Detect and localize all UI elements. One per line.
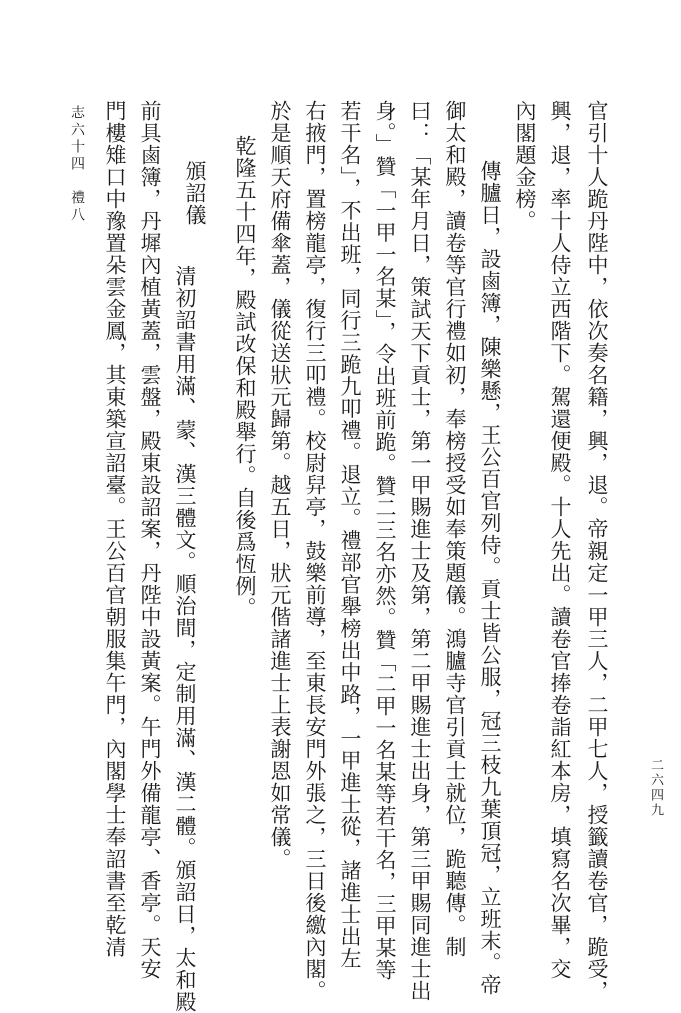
text-column: 門樓雉口中豫置朵雲金鳳，其東築宣詔臺。王公百官朝服集午門，內閣學士奉詔書至乾清 [103,100,127,958]
text-column: 前具鹵簿，丹墀內植黃蓋，雲盤，殿東設詔案，丹陛中設黃案。午門外備龍亭、香亭。天安 [138,100,162,980]
page-number: 二六四九 [648,758,663,818]
text-column: 御太和殿，讀卷等官行禮如初，奉榜授受如奉策題儀。鴻臚寺官引貢士就位，跪聽傳。制 [443,100,467,958]
text-column: 於是順天府備傘蓋，儀從送狀元歸第。越五日，狀元偕諸進士上表謝恩如常儀。 [268,100,292,870]
text-column: 興，退，率十人侍立西階下。駕還便殿。十人先出。讀卷官捧卷詣紅本房，填寫名次畢，交 [548,100,572,980]
running-head: 志六十四 禮八 [69,105,85,224]
text-column: 官引十人跪丹陛中，依次奏名籍，興，退。帝親定一甲三人，二甲七人，授籤讀卷官，跪受， [585,100,609,1002]
text-column: 身。」贊「一甲一名某」，令出班前跪。贊二三名亦然。贊「二甲一名某等若干名，三甲某等 [373,100,397,981]
section-heading: 頒詔儀 [183,160,207,226]
text-column: 若干名」，不出班，同行三跪九叩禮。退立。禮部官舉榜出中路，一甲進士從，諸進士出左 [338,100,362,970]
text-column: 乾隆五十四年，殿試改保和殿舉行。自後爲恆例。 [233,135,257,619]
text-column: 傳臚日，設鹵簿，陳樂懸，王公百官列侍。貢士皆公服，冠三枝九葉頂冠，立班末。帝 [478,160,502,996]
text-column: 內閣題金榜。 [513,100,537,232]
text-column: 曰：「某年月日，策試天下貢士，第一甲賜進士及第，第二甲賜進士出身，第三甲賜同進士出 [408,100,432,1002]
text-column: 右掖門，置榜龍亭，復行三叩禮。校尉舁亭，鼓樂前導，至東長安門外張之，三日後繳內閣。 [303,100,327,1002]
text-column: 清初詔書用滿、蒙、漢三體文。順治間，定制用滿、漢二體。頒詔日，太和殿 [173,265,197,1013]
